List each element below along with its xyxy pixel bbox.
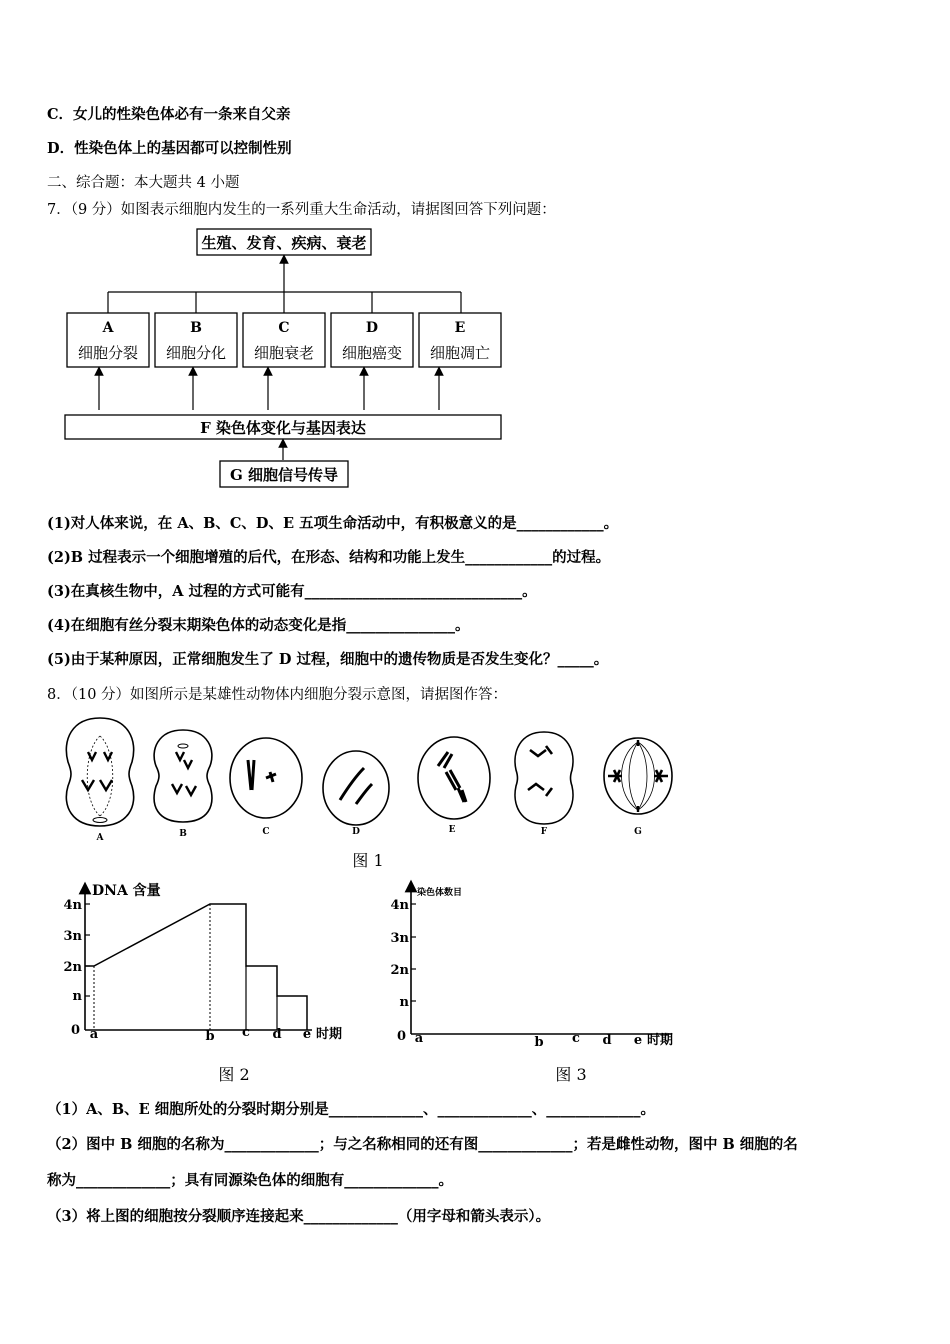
svg-text:B: B [190,320,202,336]
fig2-xtick-d: d [272,1027,282,1042]
svg-text:C: C [278,320,290,336]
svg-text:细胞凋亡: 细胞凋亡 [429,344,491,362]
figure-2 [64,882,343,1084]
svg-text:E: E [454,320,466,336]
fig3-ytick-0: 0 [396,1029,406,1044]
fig2-ytick-3n: 3n [63,929,82,944]
fig3-ytick-4n: 4n [390,898,409,913]
fig3-xtick-d: d [602,1033,612,1048]
fig3-ylabel: 染色体数目 [417,888,463,898]
question-7-1: (1)对人体来说，在 A、B、C、D、E 五项生命活动中，有积极意义的是____________。 [47,515,619,532]
question-7-4: (4)在细胞有丝分裂末期染色体的动态变化是指_______________。 [47,617,470,634]
fig2-ytick-0: 0 [70,1023,80,1038]
cell-label-b: B [179,829,187,839]
fig2-dna-line [85,904,307,1030]
fig2-xtick-c: c [242,1025,250,1040]
cell-label-d: D [352,827,360,837]
fig2-xlabel: 时期 [315,1027,343,1042]
svg-text:细胞衰老: 细胞衰老 [253,344,315,362]
fig3-xtick-e: e [633,1033,643,1048]
question-8-1: （1）A、B、E 细胞所处的分裂时期分别是_____________、_____________、_____________。 [47,1101,655,1118]
svg-text:细胞癌变: 细胞癌变 [341,344,403,362]
question-7-5: (5)由于某种原因，正常细胞发生了 D 过程，细胞中的遗传物质是否发生变化？_____。 [47,651,609,668]
fig2-xtick-e: e [302,1027,312,1042]
fig3-ytick-2n: 2n [390,963,409,978]
flow-g-label: G 细胞信号传导 [229,466,339,484]
fig3-ytick-3n: 3n [390,931,409,946]
figure-3-caption: 图 3 [555,1065,587,1084]
question-7-2: (2)B 过程表示一个细胞增殖的后代，在形态、结构和功能上发生____________的过程。 [47,549,611,566]
fig2-xtick-b: b [205,1029,215,1044]
fig3-xtick-a: a [414,1031,424,1046]
svg-text:细胞分化: 细胞分化 [165,344,227,362]
figure-1-caption: 图 1 [352,851,384,870]
fig2-ytick-4n: 4n [63,898,82,913]
section-heading: 二、综合题：本大题共 4 小题 [47,175,240,191]
figure-2-caption: 图 2 [218,1065,250,1084]
option-d: D．性染色体上的基因都可以控制性别 [47,140,292,157]
fig2-ytick-2n: 2n [63,960,82,975]
fig3-xtick-c: c [572,1031,580,1046]
flow-f-label: F 染色体变化与基因表达 [200,419,366,437]
fig2-xtick-a: a [89,1027,99,1042]
fig2-ytick-n: n [72,989,82,1004]
figure-3 [391,886,674,1084]
svg-text:细胞分裂: 细胞分裂 [77,344,139,362]
cell-label-e: E [448,825,456,835]
question-7-3: (3)在真核生物中，A 过程的方式可能有______________________________。 [47,583,537,600]
flow-top-label: 生殖、发育、疾病、衰老 [201,234,367,252]
question-8-3: （3）将上图的细胞按分裂顺序连接起来_____________（用字母和箭头表示）。 [47,1208,551,1225]
svg-text:A: A [102,320,114,336]
fig3-ytick-n: n [399,995,409,1010]
cell-label-a: A [96,833,104,843]
fig2-ylabel: DNA 含量 [92,883,161,899]
question-8-2a: （2）图中 B 细胞的名称为_____________；与之名称相同的还有图_____________；若是雌性动物，图中 B 细胞的名 [47,1136,798,1153]
cell-label-f: F [540,827,548,837]
question-8-2b: 称为_____________；具有同源染色体的细胞有_____________。 [47,1172,453,1189]
option-c: C．女儿的性染色体必有一条来自父亲 [47,106,291,123]
question-7-stem: 7．（9 分）如图表示细胞内发生的一系列重大生命活动，请据图回答下列问题： [47,202,556,218]
cell-label-g: G [634,827,642,837]
question-8-stem: 8．（10 分）如图所示是某雄性动物体内细胞分裂示意图，请据图作答： [47,687,508,703]
fig3-xlabel: 时期 [646,1033,674,1048]
fig3-xtick-b: b [534,1035,544,1050]
svg-text:D: D [365,320,379,336]
cell-label-c: C [262,827,270,837]
